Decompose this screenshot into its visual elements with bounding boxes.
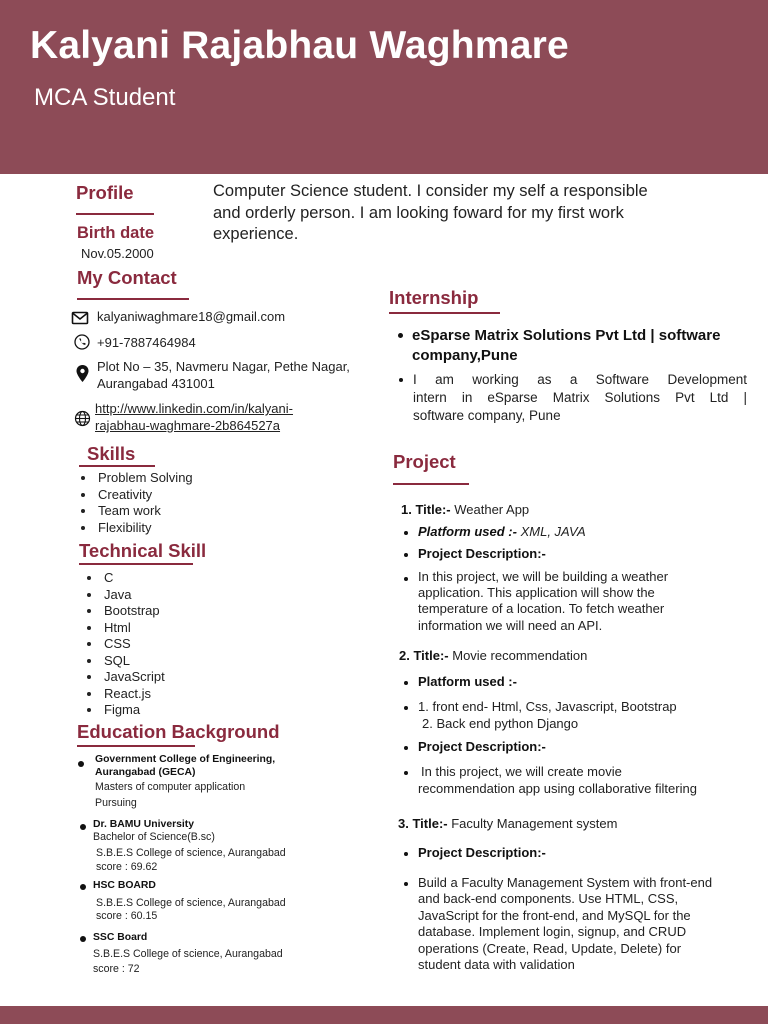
description-line: Build a Faculty Management System with front-end bbox=[418, 875, 713, 890]
education-details bbox=[93, 947, 283, 976]
project-description-label: Project Description:- bbox=[418, 739, 546, 754]
company-line: eSparse Matrix Solutions Pvt Ltd | software bbox=[412, 327, 721, 344]
education-line: Bachelor of Science(B.sc) bbox=[93, 831, 215, 843]
skills-divider bbox=[79, 465, 155, 467]
contact-heading: My Contact bbox=[77, 267, 177, 288]
skills-heading: Skills bbox=[87, 443, 136, 464]
phone-number: +91-7887464984 bbox=[97, 335, 196, 350]
project-title: Movie recommendation bbox=[452, 648, 588, 663]
description-line: operations (Create, Read, Update, Delete) for bbox=[418, 940, 682, 956]
internship-line: software company, Pune bbox=[413, 408, 561, 423]
summary-line: Computer Science student. I consider my self a responsible bbox=[213, 182, 648, 200]
project-bullet bbox=[404, 531, 408, 535]
address-line: Aurangabad 431001 bbox=[97, 376, 215, 391]
education-entry-geca bbox=[95, 754, 275, 779]
project-1-description bbox=[418, 569, 668, 634]
list-item: Flexibility bbox=[77, 520, 193, 537]
internship-bullet bbox=[398, 333, 403, 338]
platform-label: Platform used :- bbox=[418, 674, 517, 689]
footer-bar bbox=[0, 1006, 768, 1024]
project-description-label: Project Description:- bbox=[418, 845, 546, 860]
education-divider bbox=[77, 745, 195, 747]
education-bullet bbox=[80, 936, 86, 942]
education-line: score : 72 bbox=[93, 962, 140, 975]
education-line: Masters of computer application bbox=[95, 781, 246, 793]
birth-date-heading: Birth date bbox=[77, 224, 155, 242]
list-item: C bbox=[83, 570, 165, 587]
project-divider bbox=[393, 483, 469, 485]
summary-line: and orderly person. I am looking foward for my first work bbox=[213, 203, 624, 222]
education-line: S.B.E.S College of science, Aurangabad bbox=[96, 897, 286, 909]
description-line: information we will need an API. bbox=[418, 617, 603, 633]
project-heading: Project bbox=[393, 451, 456, 472]
institution-name: Dr. BAMU University bbox=[93, 819, 195, 830]
education-heading: Education Background bbox=[77, 721, 280, 742]
list-item: Creativity bbox=[77, 487, 193, 504]
education-bullet bbox=[80, 884, 86, 890]
phone-icon bbox=[74, 334, 90, 350]
internship-line: intern in eSparse Matrix Solutions Pvt Ltd | bbox=[413, 390, 747, 405]
list-item: Bootstrap bbox=[83, 603, 165, 620]
internship-heading: Internship bbox=[389, 287, 479, 308]
platform-label: Platform used :- bbox=[418, 524, 517, 539]
list-item: SQL bbox=[83, 653, 165, 670]
list-item: CSS bbox=[83, 636, 165, 653]
description-line: temperature of a location. To fetch weather bbox=[418, 601, 665, 617]
education-line: score : 69.62 bbox=[96, 860, 158, 873]
project-bullet bbox=[404, 746, 408, 750]
company-line: company,Pune bbox=[412, 347, 518, 364]
platform-line: 2. Back end python Django bbox=[422, 716, 579, 731]
project-3-title bbox=[398, 816, 617, 831]
address-line: Plot No – 35, Navmeru Nagar, Pethe Nagar, bbox=[97, 359, 350, 374]
education-details bbox=[96, 897, 286, 923]
description-line: In this project, we will create movie bbox=[421, 764, 622, 779]
project-3-description bbox=[418, 875, 712, 973]
list-item: Problem Solving bbox=[77, 470, 193, 487]
list-item: JavaScript bbox=[83, 669, 165, 686]
internship-line: I am working as a Software Development bbox=[413, 372, 747, 387]
project-number: 3. Title:- bbox=[398, 816, 448, 831]
technical-skill-divider bbox=[79, 563, 193, 565]
project-2-description bbox=[418, 763, 697, 797]
profile-heading: Profile bbox=[76, 182, 134, 203]
description-line: application. This application will show the bbox=[418, 585, 655, 601]
address bbox=[97, 358, 350, 392]
summary-line: experience. bbox=[213, 225, 299, 243]
linkedin-link[interactable] bbox=[95, 400, 293, 434]
skills-list bbox=[77, 470, 193, 536]
linkedin-url-line[interactable]: rajabhau-waghmare-2b864527a bbox=[95, 418, 281, 433]
globe-icon bbox=[74, 410, 91, 427]
list-item: Html bbox=[83, 620, 165, 637]
list-item: Figma bbox=[83, 702, 165, 719]
project-bullet bbox=[404, 706, 408, 710]
description-line: and back-end components. Use HTML, CSS, bbox=[418, 891, 679, 907]
project-1-platform bbox=[418, 524, 586, 539]
full-name: Kalyani Rajabhau Waghmare bbox=[30, 24, 569, 67]
header-banner bbox=[0, 0, 768, 174]
description-line: student data with validation bbox=[418, 957, 575, 973]
linkedin-url-line[interactable]: http://www.linkedin.com/in/kalyani- bbox=[95, 401, 293, 416]
project-description-label: Project Description:- bbox=[418, 546, 546, 561]
internship-description bbox=[413, 371, 747, 425]
location-pin-icon bbox=[75, 364, 90, 383]
education-bullet bbox=[78, 761, 84, 767]
education-details bbox=[95, 780, 245, 811]
email-address: kalyaniwaghmare18@gmail.com bbox=[97, 309, 286, 324]
project-bullet bbox=[404, 681, 408, 685]
education-line: score : 60.15 bbox=[96, 910, 158, 922]
project-2-title bbox=[399, 648, 587, 663]
institution-name: SSC Board bbox=[93, 932, 148, 943]
project-1-title bbox=[401, 502, 529, 517]
description-line: JavaScript for the front-end, and MySQL for the bbox=[418, 907, 691, 923]
institution-name: Aurangabad (GECA) bbox=[95, 766, 196, 778]
profile-divider bbox=[76, 213, 154, 215]
project-bullet bbox=[404, 882, 408, 886]
project-bullet bbox=[404, 771, 408, 775]
description-line: In this project, we will be building a weather bbox=[418, 569, 669, 584]
project-bullet bbox=[404, 852, 408, 856]
technical-skill-list bbox=[83, 570, 165, 719]
list-item: Java bbox=[83, 587, 165, 604]
institution-name: Government College of Engineering, bbox=[95, 754, 276, 765]
contact-divider bbox=[77, 298, 189, 300]
internship-bullet bbox=[399, 378, 403, 382]
description-line: recommendation app using collaborative filtering bbox=[418, 781, 697, 796]
project-bullet bbox=[404, 553, 408, 557]
list-item: Team work bbox=[77, 503, 193, 520]
project-bullet bbox=[404, 577, 408, 581]
project-title: Weather App bbox=[454, 502, 530, 517]
platform-value: XML, JAVA bbox=[520, 524, 586, 539]
project-number: 2. Title:- bbox=[399, 648, 449, 663]
institution-name: HSC BOARD bbox=[93, 880, 156, 891]
education-line: Pursuing bbox=[95, 796, 137, 809]
internship-divider bbox=[389, 312, 500, 314]
job-title: MCA Student bbox=[34, 84, 176, 111]
technical-skill-heading: Technical Skill bbox=[79, 540, 207, 561]
description-line: database. Implement login, signup, and CRUD bbox=[418, 924, 687, 940]
birth-date: Nov.05.2000 bbox=[81, 246, 154, 261]
platform-line: 1. front end- Html, Css, Javascript, Bootstrap bbox=[418, 699, 677, 714]
education-line: S.B.E.S College of science, Aurangabad bbox=[93, 948, 283, 960]
education-line: S.B.E.S College of science, Aurangabad bbox=[96, 847, 286, 859]
education-bullet bbox=[80, 824, 86, 830]
internship-company bbox=[412, 326, 720, 366]
education-details bbox=[96, 847, 286, 874]
profile-summary bbox=[213, 181, 648, 246]
list-item: React.js bbox=[83, 686, 165, 703]
project-number: 1. Title:- bbox=[401, 502, 451, 517]
project-title: Faculty Management system bbox=[451, 816, 618, 831]
email-icon bbox=[71, 309, 89, 327]
